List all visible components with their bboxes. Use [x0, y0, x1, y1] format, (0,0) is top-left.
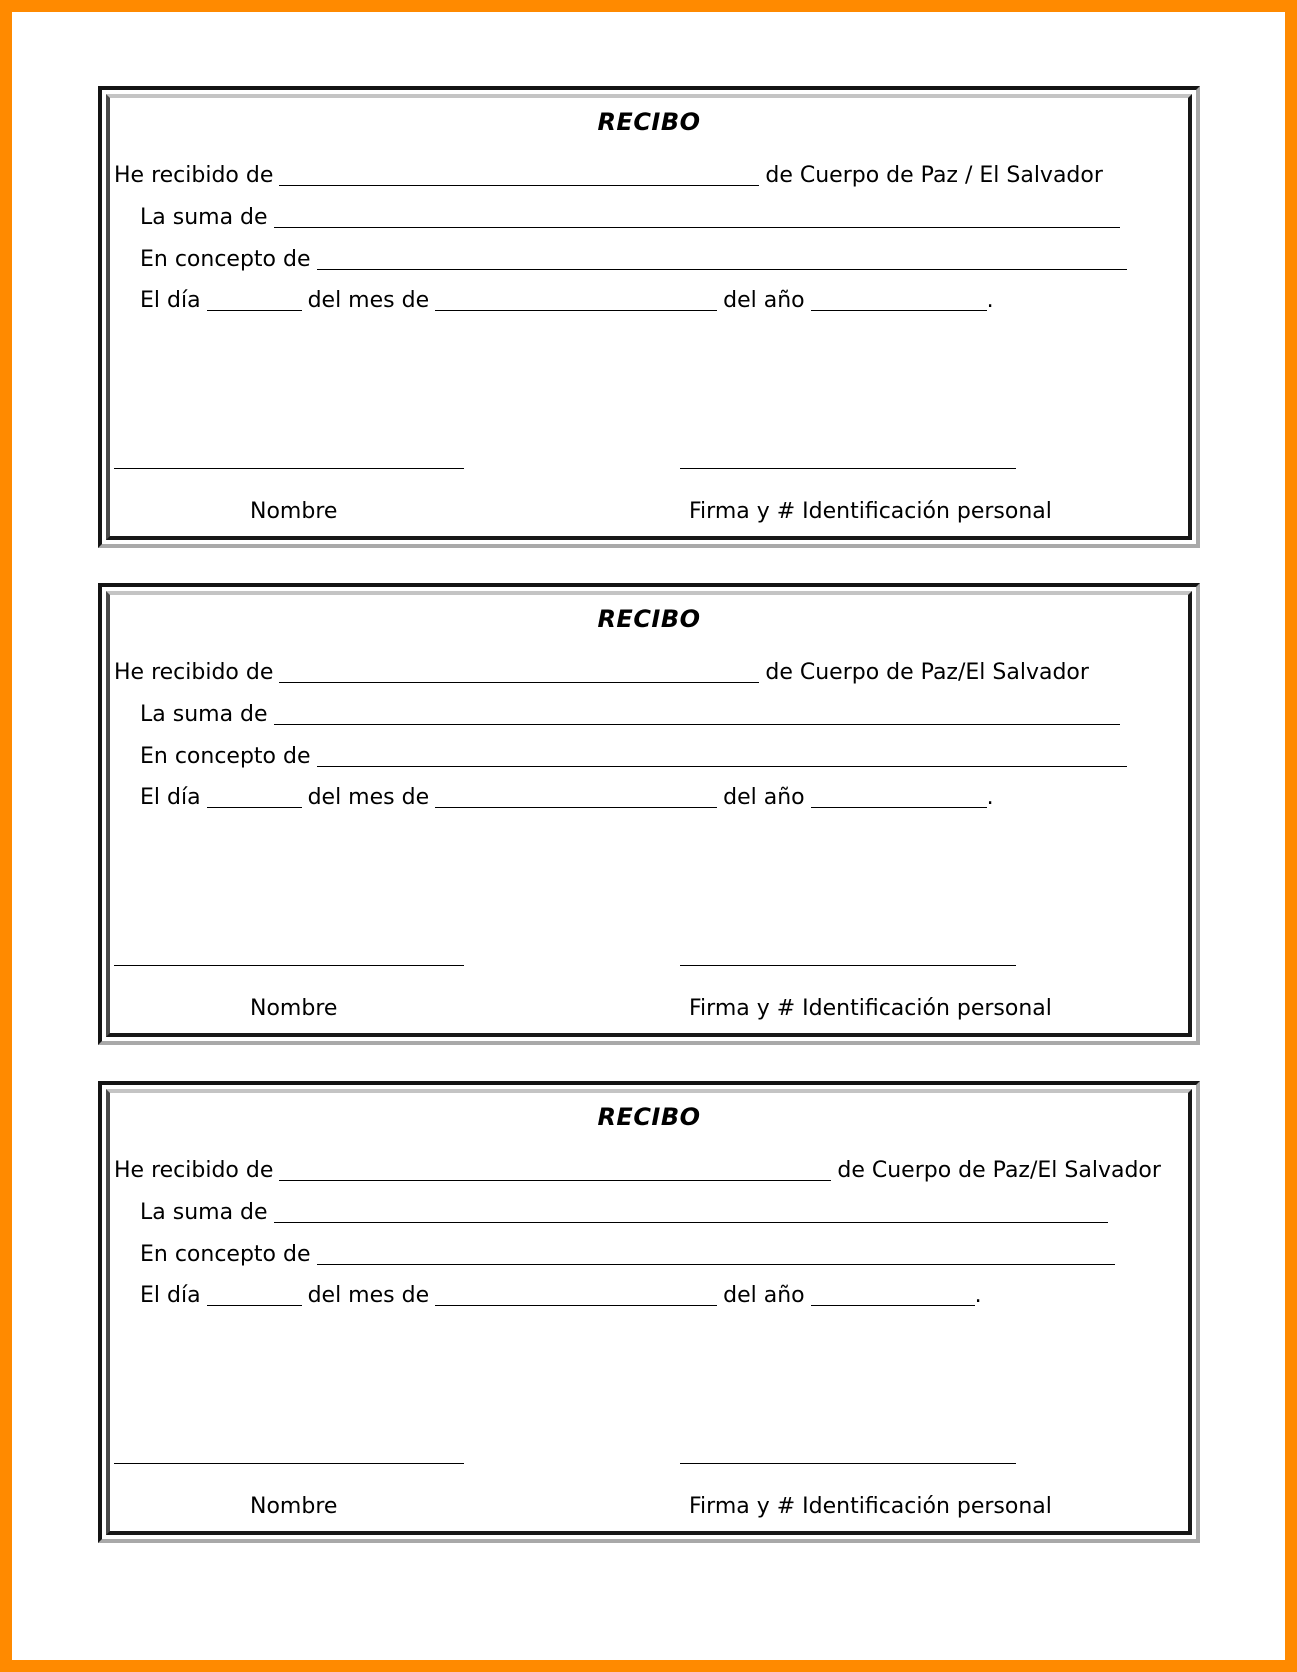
- sum-label: La suma de: [140, 702, 268, 727]
- receipt-card-3: [98, 1081, 1200, 1543]
- sum-blank[interactable]: [274, 724, 1120, 725]
- concept-blank[interactable]: [317, 766, 1127, 767]
- received-from-label: He recibido de: [114, 163, 274, 188]
- receipt-title: RECIBO: [597, 108, 701, 136]
- name-label: Nombre: [250, 499, 338, 524]
- concept-row: [140, 1241, 1115, 1269]
- month-label: del mes de: [307, 785, 430, 810]
- date-row: [140, 784, 994, 812]
- day-blank[interactable]: [207, 310, 302, 311]
- sum-label: La suma de: [140, 205, 268, 230]
- concept-row: [140, 743, 1127, 771]
- received-from-blank[interactable]: [279, 185, 759, 186]
- received-from-row: [114, 1157, 1161, 1185]
- received-from-row: [114, 162, 1103, 190]
- receipt-inner-frame: [106, 1089, 1192, 1535]
- receipt-title: RECIBO: [597, 1103, 701, 1131]
- month-blank[interactable]: [435, 1305, 717, 1306]
- date-row: [140, 1282, 982, 1310]
- sum-row: [140, 204, 1120, 232]
- organization-text: de Cuerpo de Paz/El Salvador: [765, 660, 1089, 685]
- signature-id-label: Firma y # Identificación personal: [689, 996, 1052, 1021]
- receipt-title: RECIBO: [597, 605, 701, 633]
- organization-text: de Cuerpo de Paz / El Salvador: [765, 163, 1103, 188]
- end-mark: .: [974, 1283, 982, 1308]
- name-signature-line[interactable]: [114, 965, 464, 966]
- month-label: del mes de: [307, 1283, 430, 1308]
- name-signature-line[interactable]: [114, 468, 464, 469]
- concept-blank[interactable]: [317, 269, 1127, 270]
- receipt-card-1: [98, 86, 1200, 548]
- received-from-row: [114, 659, 1089, 687]
- name-label: Nombre: [250, 1494, 338, 1519]
- received-from-label: He recibido de: [114, 660, 274, 685]
- sum-row: [140, 1199, 1108, 1227]
- concept-label: En concepto de: [140, 744, 311, 769]
- signature-id-label: Firma y # Identificación personal: [689, 499, 1052, 524]
- received-from-blank[interactable]: [279, 682, 759, 683]
- sum-blank[interactable]: [274, 227, 1120, 228]
- name-label: Nombre: [250, 996, 338, 1021]
- receipt-card-2: [98, 583, 1200, 1045]
- year-blank[interactable]: [811, 807, 987, 808]
- id-signature-line[interactable]: [680, 1463, 1016, 1464]
- name-signature-line[interactable]: [114, 1463, 464, 1464]
- document-page: [12, 12, 1285, 1660]
- year-label: del año: [723, 785, 805, 810]
- received-from-blank[interactable]: [279, 1180, 831, 1181]
- signature-id-label: Firma y # Identificación personal: [689, 1494, 1052, 1519]
- id-signature-line[interactable]: [680, 965, 1016, 966]
- id-signature-line[interactable]: [680, 468, 1016, 469]
- day-label: El día: [140, 1283, 201, 1308]
- date-row: [140, 287, 994, 315]
- sum-blank[interactable]: [274, 1222, 1108, 1223]
- day-label: El día: [140, 288, 201, 313]
- concept-label: En concepto de: [140, 1242, 311, 1267]
- year-blank[interactable]: [811, 310, 987, 311]
- sum-label: La suma de: [140, 1200, 268, 1225]
- day-blank[interactable]: [207, 1305, 302, 1306]
- receipt-inner-frame: [106, 591, 1192, 1037]
- received-from-label: He recibido de: [114, 1158, 274, 1183]
- concept-blank[interactable]: [317, 1264, 1115, 1265]
- day-blank[interactable]: [207, 807, 302, 808]
- day-label: El día: [140, 785, 201, 810]
- year-label: del año: [723, 288, 805, 313]
- month-blank[interactable]: [435, 310, 717, 311]
- end-mark: .: [986, 785, 994, 810]
- organization-text: de Cuerpo de Paz/El Salvador: [837, 1158, 1161, 1183]
- sum-row: [140, 701, 1120, 729]
- concept-label: En concepto de: [140, 247, 311, 272]
- end-mark: .: [986, 288, 994, 313]
- year-label: del año: [723, 1283, 805, 1308]
- concept-row: [140, 246, 1127, 274]
- month-blank[interactable]: [435, 807, 717, 808]
- month-label: del mes de: [307, 288, 430, 313]
- receipt-inner-frame: [106, 94, 1192, 540]
- year-blank[interactable]: [811, 1305, 975, 1306]
